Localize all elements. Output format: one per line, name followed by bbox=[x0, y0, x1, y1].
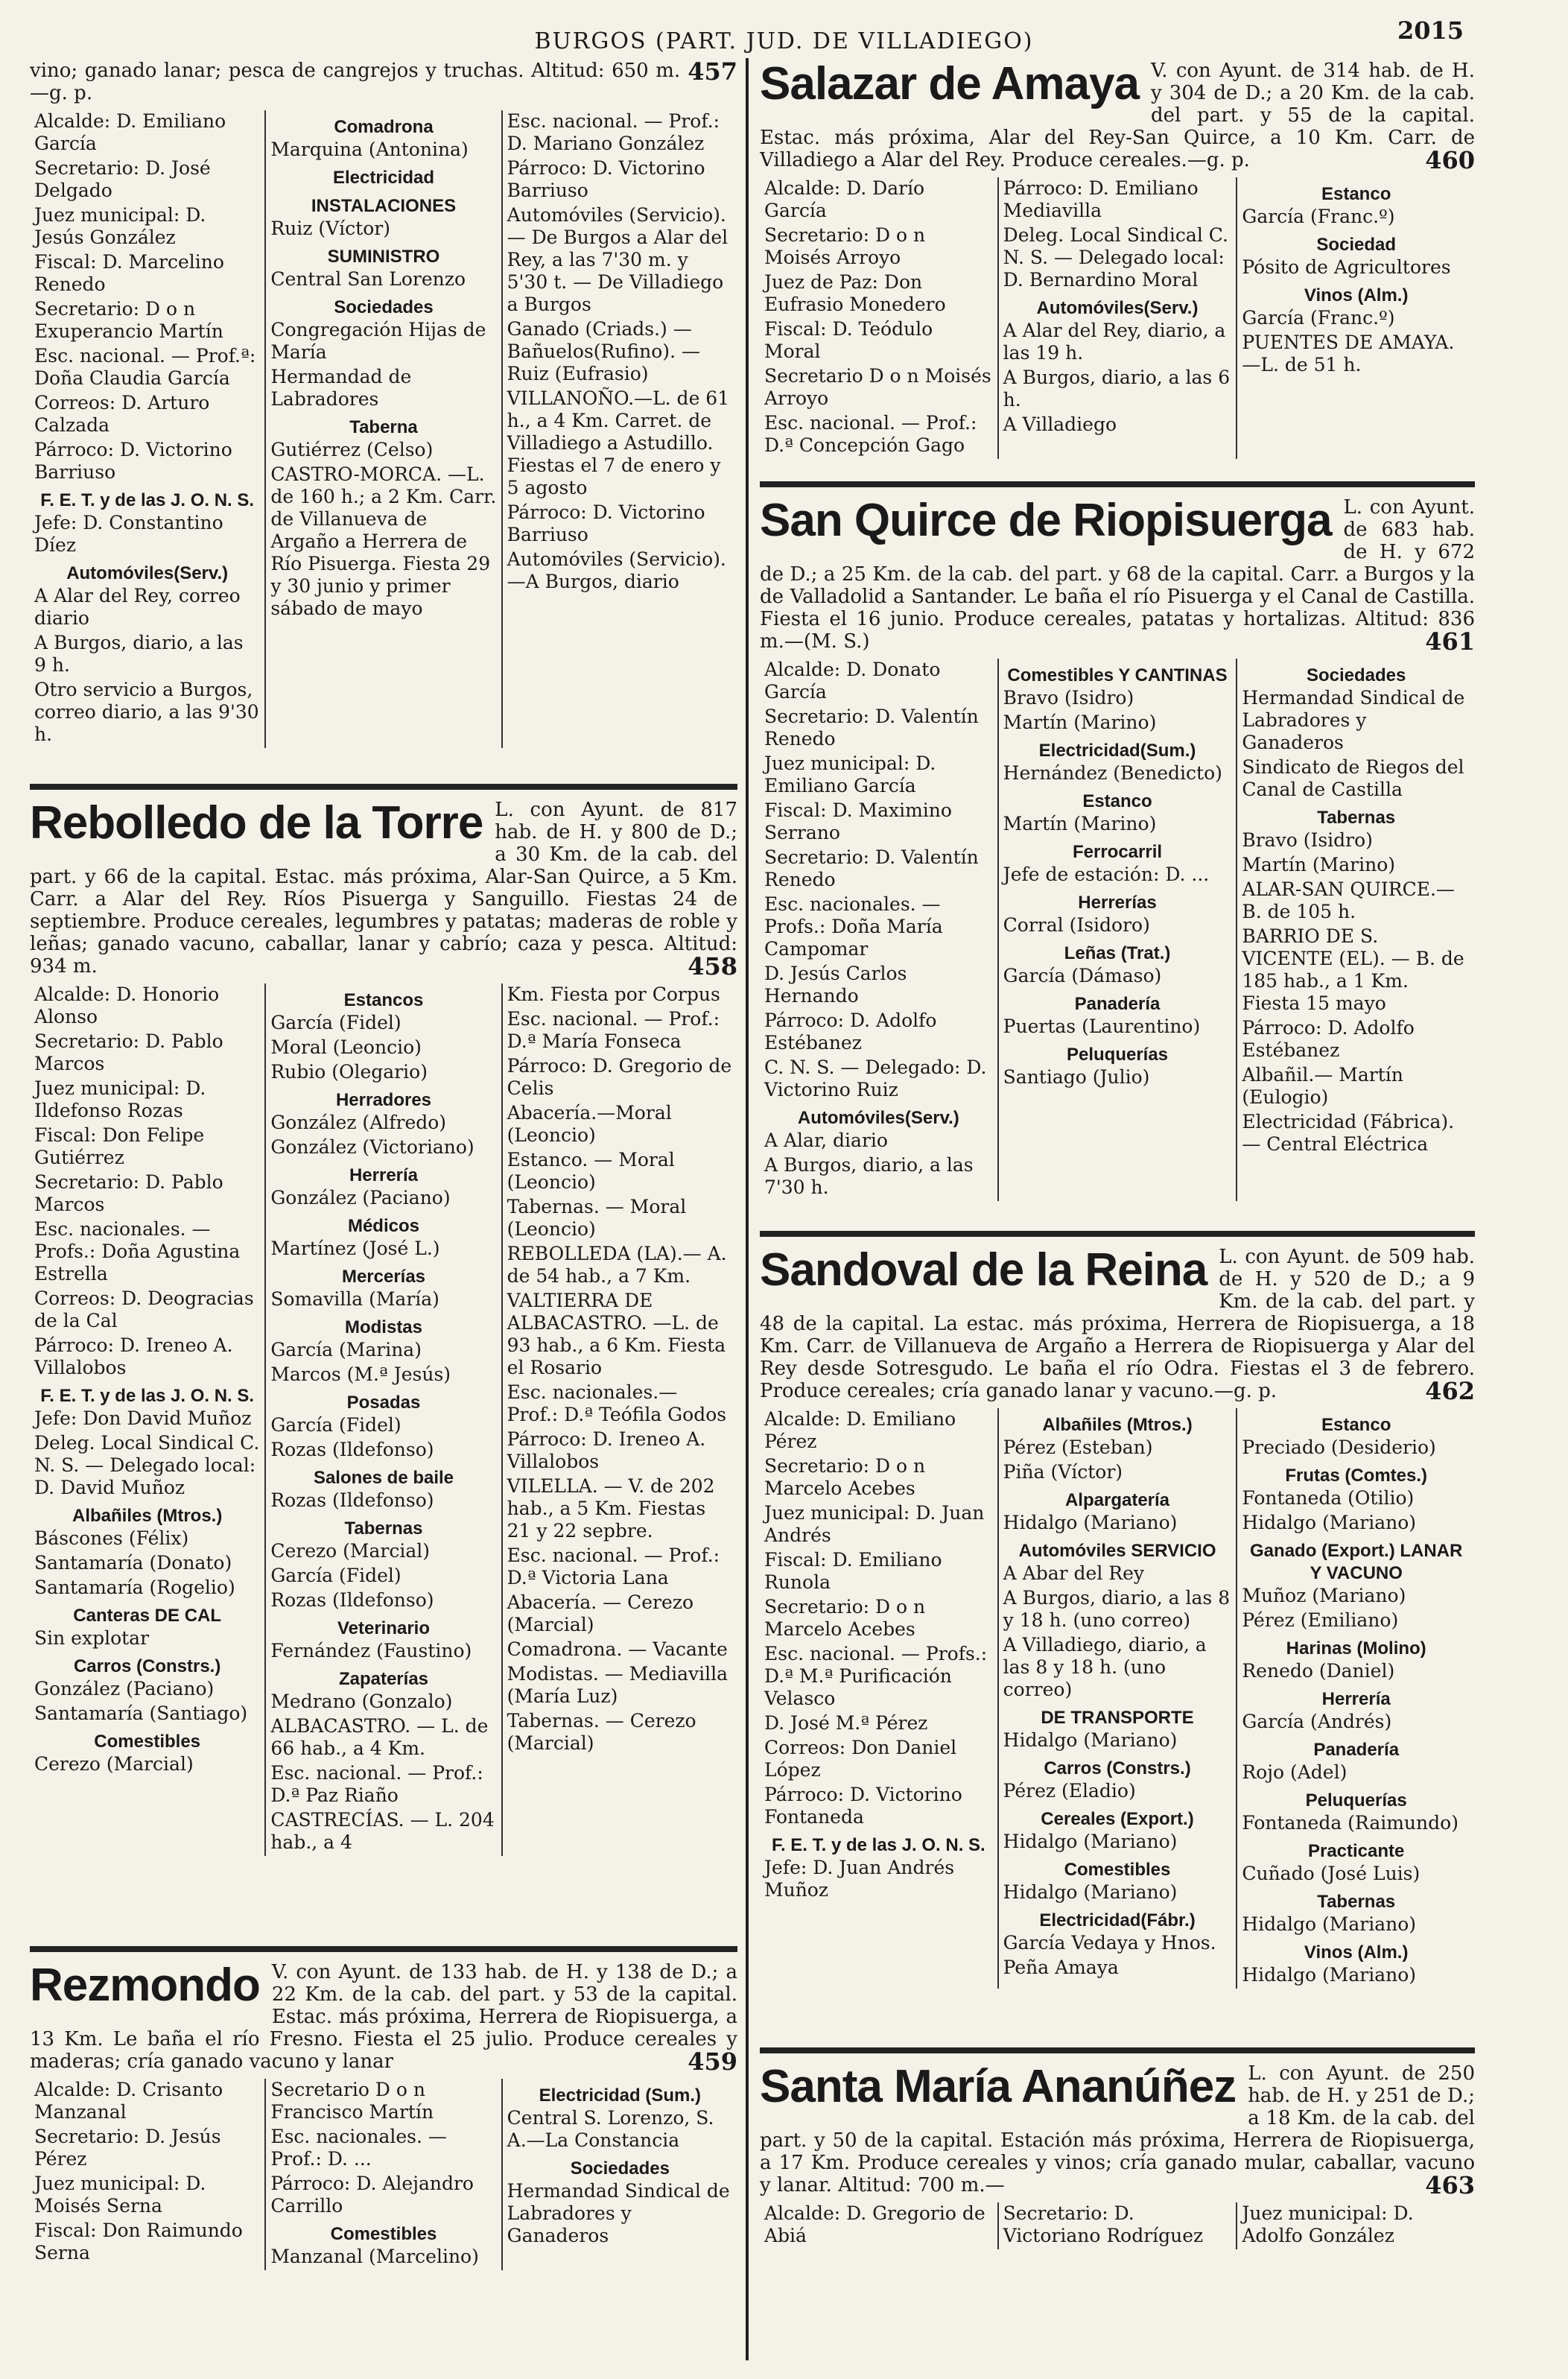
town-block-first bbox=[30, 60, 737, 775]
town-name: Sandoval de la Reina bbox=[760, 1246, 1207, 1296]
category-heading: F. E. T. y de las J. O. N. S. bbox=[40, 1386, 255, 1406]
directory-entry: García Vedaya y Hnos. bbox=[1003, 1932, 1216, 1954]
directory-entry: CASTRO-MORCA. —L. de 160 h.; a 2 Km. Carr. de Villanueva de Argaño a Herrera de Río Pisuerga. Fiesta 29 y 30 junio y primer sábado de mayo bbox=[270, 463, 497, 619]
directory-entry: Párroco: D. Adolfo Estébanez bbox=[1242, 1017, 1415, 1061]
town-name: Santa María Ananúñez bbox=[760, 2062, 1237, 2112]
category-heading: Estanco bbox=[1082, 791, 1152, 811]
directory-entry: Manzanal (Marcelino) bbox=[270, 2246, 479, 2267]
directory-entry: Albañil.— Martín (Eulogio) bbox=[1242, 1064, 1403, 1108]
town-intro: V. con Ayunt. de 133 hab. de H. y 138 de D.; a 22 Km. de la cab. del part. y 53 de la capital. Estac. más próxima, Herrera de Riopisuerga, a 13 Km. Le baña el río Fresno. Fiesta el 25 julio. Produce cereales y maderas; cría ganado vacuno y lanar 459 bbox=[30, 1961, 737, 2076]
town-block-sanquirce bbox=[760, 496, 1475, 1223]
directory-entry: Párroco: D. Ireneo A. Villalobos bbox=[507, 1428, 706, 1472]
directory-entry: Pérez (Emiliano) bbox=[1242, 1609, 1399, 1631]
directory-entry: Alcalde: D. Emiliano Pérez bbox=[764, 1408, 956, 1452]
directory-entry: Deleg. Local Sindical C. N. S. — Delegado local: D. Bernardino Moral bbox=[1003, 224, 1228, 291]
category-heading: F. E. T. y de las J. O. N. S. bbox=[40, 490, 255, 510]
town-intro: L. con Ayunt. de 250 hab. de H. y 251 de D.; a 18 Km. de la cab. del part. y 50 de la capital. Estación más próxima, Herrera de Riopisuerga, a 17 Km. Produce cereales y vinos; cría ganado mular, caballar, vacuno y lanar. Altitud: 700 m.— 463 bbox=[760, 2062, 1475, 2199]
category-heading: Herrerías bbox=[1078, 893, 1157, 913]
directory-entry: Bravo (Isidro) bbox=[1003, 687, 1134, 709]
entry-column bbox=[760, 2202, 997, 2249]
directory-entry: García (Fidel) bbox=[270, 1565, 401, 1586]
directory-entry: Pósito de Agricultores bbox=[1242, 256, 1451, 278]
directory-entry: D. Jesús Carlos Hernando bbox=[764, 963, 907, 1007]
entry-column bbox=[264, 983, 501, 1856]
directory-entry: A Burgos, diario, a las 7'30 h. bbox=[764, 1154, 974, 1198]
directory-entry: Juez municipal: D. Juan Andrés bbox=[764, 1502, 985, 1546]
town-code: 457 bbox=[688, 60, 737, 86]
directory-entry: Martín (Marino) bbox=[1003, 813, 1157, 834]
category-heading: Estancos bbox=[343, 990, 424, 1010]
town-name: San Quirce de Riopisuerga bbox=[760, 496, 1332, 546]
directory-entry: Pérez (Esteban) bbox=[1003, 1436, 1153, 1458]
category-heading: Modistas bbox=[344, 1317, 422, 1337]
directory-entry: Secretario D o n Francisco Martín bbox=[270, 2079, 434, 2123]
directory-entry: Tabernas. — Cerezo (Marcial) bbox=[507, 1710, 696, 1754]
directory-entry: Párroco: D. Victorino Barriuso bbox=[507, 501, 705, 545]
directory-entry: Secretario: D. Valentín Renedo bbox=[764, 706, 979, 750]
directory-entry: Párroco: D. Victorino Fontaneda bbox=[764, 1784, 962, 1828]
entry-column bbox=[1236, 1408, 1475, 1989]
directory-entry: D. José M.ª Pérez bbox=[764, 1712, 928, 1734]
directory-entry: Central San Lorenzo bbox=[270, 268, 466, 290]
category-heading: Carros (Constrs.) bbox=[1044, 1758, 1191, 1778]
town-block-rezmondo bbox=[30, 1961, 737, 2363]
directory-entry: Esc. nacionales. — Prof.: D. ... bbox=[270, 2126, 447, 2170]
category-heading: Harinas (Molino) bbox=[1286, 1638, 1426, 1659]
section-rule bbox=[760, 1231, 1475, 1237]
directory-entry: Secretario: D o n Marcelo Acebes bbox=[764, 1596, 926, 1640]
category-heading: Comestibles bbox=[94, 1732, 201, 1752]
category-heading: Electricidad(Fábr.) bbox=[1039, 1910, 1196, 1930]
directory-entry: BARRIO DE S. VICENTE (EL). — B. de 185 hab., a 1 Km. Fiesta 15 mayo bbox=[1242, 925, 1464, 1014]
category-heading: Zapaterías bbox=[338, 1669, 429, 1689]
directory-entry: García (Fidel) bbox=[270, 1414, 401, 1436]
directory-entry: Comadrona. — Vacante bbox=[507, 1638, 728, 1660]
directory-entry: Electricidad (Fábrica). — Central Eléctrica bbox=[1242, 1111, 1455, 1155]
entry-column bbox=[997, 177, 1237, 459]
directory-entry: Rozas (Ildefonso) bbox=[270, 1439, 434, 1460]
directory-entry: Hermandad Sindical de Labradores y Ganaderos bbox=[507, 2180, 730, 2246]
category-heading: Peluquerías bbox=[1305, 1790, 1407, 1811]
directory-entry: Alcalde: D. Emiliano García bbox=[34, 110, 226, 154]
directory-entry: ALBACASTRO. — L. de 66 hab., a 4 Km. bbox=[270, 1715, 489, 1759]
section-rule bbox=[30, 784, 737, 790]
directory-entry: Medrano (Gonzalo) bbox=[270, 1691, 453, 1712]
directory-entry: Puertas (Laurentino) bbox=[1003, 1016, 1201, 1037]
directory-entry: Fontaneda (Otilio) bbox=[1242, 1487, 1415, 1509]
section-rule bbox=[760, 481, 1475, 487]
directory-entry: Fiscal: D. Marcelino Renedo bbox=[34, 251, 224, 295]
directory-entry: Jefe: D. Juan Andrés Muñoz bbox=[764, 1857, 955, 1901]
directory-entry: García (Fidel) bbox=[270, 1012, 401, 1033]
category-heading: Veterinario bbox=[337, 1618, 431, 1638]
town-intro: L. con Ayunt. de 683 hab. de H. y 672 de D.; a 25 Km. de la cab. del part. y 68 de la capital. Carr. a Burgos y la de Valladolid a Santander. Le baña el río Pisuerga y el Canal de Castilla. Fiesta el 16 junio. Produce cereales, patatas y hortalizas. Altitud: 836 m.—(M. S.) 461 bbox=[760, 496, 1475, 656]
directory-entry: Hermandad Sindical de Labradores y Ganaderos bbox=[1242, 687, 1465, 753]
category-heading: Posadas bbox=[346, 1393, 421, 1413]
entry-column bbox=[1236, 177, 1475, 459]
directory-entry: Gutiérrez (Celso) bbox=[270, 439, 434, 460]
directory-entry: Secretario: D o n Marcelo Acebes bbox=[764, 1455, 926, 1499]
directory-entry: Esc. nacionales.— Prof.: D.ª Teófila Godos bbox=[507, 1381, 727, 1425]
directory-entry: Secretario: D o n Exuperancio Martín bbox=[34, 298, 223, 342]
directory-entry: Peña Amaya bbox=[1003, 1957, 1119, 1978]
category-heading: Frutas (Comtes.) bbox=[1285, 1466, 1428, 1486]
entry-column bbox=[30, 983, 264, 1856]
town-name: Rebolledo de la Torre bbox=[30, 799, 483, 849]
category-heading: Tabernas bbox=[344, 1518, 423, 1539]
directory-entry: Juez municipal: D. Jesús González bbox=[34, 204, 206, 248]
directory-entry: Párroco: D. Victorino Barriuso bbox=[34, 439, 232, 483]
directory-entry: Correos: D. Arturo Calzada bbox=[34, 392, 210, 436]
directory-entry: Esc. nacional. — Prof.: D.ª María Fonseca bbox=[507, 1008, 720, 1052]
directory-entry: Santamaría (Donato) bbox=[34, 1552, 232, 1574]
category-heading: Comestibles bbox=[330, 2224, 437, 2244]
town-intro: V. con Ayunt. de 314 hab. de H. y 304 de D.; a 20 Km. de la cab. del part. y 55 de la capital. Estac. más próxima, Alar del Rey-San Quirce, a 10 Km. Carr. de Villadiego a Alar del Rey. Produce cereales.—g. p. 460 bbox=[760, 60, 1475, 174]
section-rule bbox=[30, 1946, 737, 1952]
directory-entry: Moral (Leoncio) bbox=[270, 1036, 422, 1058]
directory-entry: Correos: D. Deogracias de la Cal bbox=[34, 1287, 254, 1331]
directory-entry: Ruiz (Víctor) bbox=[270, 218, 390, 239]
town-code: 458 bbox=[688, 952, 737, 981]
category-heading: Canteras DE CAL bbox=[73, 1606, 222, 1626]
directory-entry: Ganado (Criads.) —Bañuelos(Rufino). — Ruiz (Eufrasio) bbox=[507, 318, 700, 384]
category-heading: Vinos (Alm.) bbox=[1304, 285, 1409, 305]
town-block-santamaria bbox=[760, 2062, 1475, 2360]
category-heading: Tabernas bbox=[1317, 808, 1396, 828]
directory-entry: Pérez (Eladio) bbox=[1003, 1780, 1136, 1802]
directory-entry: ALAR-SAN QUIRCE.— B. de 105 h. bbox=[1242, 878, 1455, 922]
directory-entry: Secretario: D. Pablo Marcos bbox=[34, 1171, 223, 1215]
directory-entry: A Abar del Rey bbox=[1003, 1562, 1145, 1584]
directory-entry: González (Paciano) bbox=[270, 1187, 451, 1208]
directory-entry: Modistas. — Mediavilla (María Luz) bbox=[507, 1663, 729, 1707]
town-columns bbox=[30, 983, 737, 1856]
directory-entry: Bravo (Isidro) bbox=[1242, 829, 1373, 851]
category-heading: Ferrocarril bbox=[1072, 842, 1163, 862]
directory-entry: PUENTES DE AMAYA. —L. de 51 h. bbox=[1242, 332, 1455, 376]
entry-column bbox=[501, 2079, 737, 2270]
directory-entry: Esc. nacional. — Prof.: D.ª Paz Riaño bbox=[270, 1762, 483, 1806]
directory-entry: Abacería. — Cerezo (Marcial) bbox=[507, 1591, 693, 1635]
directory-entry: Renedo (Daniel) bbox=[1242, 1660, 1395, 1682]
directory-entry: Rubio (Olegario) bbox=[270, 1061, 428, 1083]
directory-entry: Hermandad de Labradores bbox=[270, 366, 412, 410]
directory-entry: Automóviles (Servicio).—A Burgos, diario bbox=[507, 548, 726, 592]
directory-entry: Esc. nacional. — Prof.: D.ª Victoria Lana bbox=[507, 1545, 720, 1588]
directory-entry: Piña (Víctor) bbox=[1003, 1461, 1123, 1483]
entry-column bbox=[997, 2202, 1237, 2249]
entry-column bbox=[760, 659, 997, 1201]
town-block-salazar bbox=[760, 60, 1475, 474]
directory-entry: Santamaría (Santiago) bbox=[34, 1702, 248, 1724]
entry-column bbox=[1236, 2202, 1475, 2249]
directory-entry: Juez municipal: D. Ildefonso Rozas bbox=[34, 1077, 206, 1121]
directory-entry: Alcalde: D. Donato García bbox=[764, 659, 941, 703]
directory-entry: Esc. nacional. — Prof.: D.ª Concepción Gago bbox=[764, 412, 977, 456]
directory-entry: Cerezo (Marcial) bbox=[270, 1540, 431, 1562]
category-heading: Herrería bbox=[1321, 1689, 1391, 1709]
directory-entry: Automóviles (Servicio). — De Burgos a Alar del Rey, a las 7'30 m. y 5'30 t. — De Villadiego a Burgos bbox=[507, 204, 729, 315]
directory-entry: Martín (Marino) bbox=[1242, 854, 1395, 875]
entry-column bbox=[264, 110, 501, 748]
directory-entry: VILLANOÑO.—L. de 61 h., a 4 Km. Carret. de Villadiego a Astudillo. Fiestas el 7 de enero y 5 agosto bbox=[507, 387, 730, 498]
directory-entry: Párroco: D. Victorino Barriuso bbox=[507, 157, 705, 201]
category-heading: Panadería bbox=[1074, 994, 1161, 1014]
category-heading: Sociedades bbox=[1306, 665, 1406, 685]
category-heading: Electricidad bbox=[332, 168, 435, 188]
directory-entry: Párroco: D. Alejandro Carrillo bbox=[270, 2173, 474, 2217]
category-heading: DE TRANSPORTE bbox=[1041, 1708, 1194, 1728]
town-name: Salazar de Amaya bbox=[760, 60, 1140, 110]
category-heading: Panadería bbox=[1313, 1740, 1400, 1760]
page-header-title: BURGOS (PART. JUD. DE VILLADIEGO) bbox=[534, 28, 1034, 54]
directory-entry: Fernández (Faustino) bbox=[270, 1640, 472, 1662]
directory-entry: A Villadiego bbox=[1003, 414, 1117, 435]
category-heading: Comestibles Y CANTINAS bbox=[1007, 665, 1228, 685]
directory-entry: Hernández (Benedicto) bbox=[1003, 762, 1222, 784]
directory-entry: Juez municipal: D. Emiliano García bbox=[764, 753, 936, 796]
directory-entry: Correos: Don Daniel López bbox=[764, 1737, 957, 1781]
town-columns bbox=[760, 177, 1475, 459]
town-code: 459 bbox=[688, 2047, 737, 2076]
directory-entry: A Alar, diario bbox=[764, 1130, 888, 1151]
category-heading: Vinos (Alm.) bbox=[1304, 1942, 1409, 1963]
directory-entry: Tabernas. — Moral (Leoncio) bbox=[507, 1196, 687, 1240]
directory-entry: Hidalgo (Mariano) bbox=[1242, 1964, 1417, 1986]
directory-entry: C. N. S. — Delegado: D. Victorino Ruiz bbox=[764, 1057, 987, 1100]
entry-column bbox=[997, 659, 1237, 1201]
category-heading: Comadrona bbox=[334, 117, 434, 137]
directory-entry: Hidalgo (Mariano) bbox=[1003, 1512, 1178, 1533]
directory-entry: Hidalgo (Mariano) bbox=[1003, 1831, 1178, 1852]
directory-entry: Fiscal: Don Felipe Gutiérrez bbox=[34, 1124, 205, 1168]
directory-entry: Martín (Marino) bbox=[1003, 712, 1157, 733]
entry-column bbox=[1236, 659, 1475, 1201]
directory-entry: Alcalde: D. Crisanto Manzanal bbox=[34, 2079, 223, 2123]
directory-entry: Marcos (M.ª Jesús) bbox=[270, 1363, 451, 1385]
category-heading: Alpargatería bbox=[1064, 1490, 1170, 1510]
page-number: 2015 bbox=[1397, 16, 1464, 45]
category-heading: Estanco bbox=[1321, 184, 1391, 204]
category-heading: Automóviles(Serv.) bbox=[66, 563, 229, 583]
directory-entry: García (Franc.º) bbox=[1242, 307, 1395, 329]
directory-entry: Secretario: D. Pablo Marcos bbox=[34, 1030, 223, 1074]
directory-entry: Alcalde: D. Darío García bbox=[764, 177, 925, 221]
directory-entry: A Alar del Rey, diario, a las 19 h. bbox=[1003, 320, 1226, 364]
category-heading: Herradores bbox=[335, 1090, 432, 1110]
category-heading: SUMINISTRO bbox=[327, 247, 440, 267]
town-block-sandoval bbox=[760, 1246, 1475, 2040]
category-heading: Automóviles(Serv.) bbox=[797, 1108, 959, 1128]
town-columns bbox=[30, 110, 737, 748]
town-intro: vino; ganado lanar; pesca de cangrejos y truchas. Altitud: 650 m.—g. p. bbox=[30, 60, 681, 104]
directory-entry: Rozas (Ildefonso) bbox=[270, 1589, 434, 1611]
directory-entry: Fiscal: D. Emiliano Runola bbox=[764, 1549, 942, 1593]
category-heading: Salones de baile bbox=[313, 1468, 454, 1488]
category-heading: Estanco bbox=[1321, 1415, 1391, 1435]
town-code: 462 bbox=[1425, 1377, 1475, 1405]
directory-entry: Marquina (Antonina) bbox=[270, 139, 469, 160]
directory-entry: Báscones (Félix) bbox=[34, 1527, 189, 1549]
directory-entry: Juez de Paz: Don Eufrasio Monedero bbox=[764, 271, 946, 315]
directory-entry: Corral (Isidoro) bbox=[1003, 914, 1150, 936]
directory-entry: Sindicato de Riegos del Canal de Castilla bbox=[1242, 756, 1464, 800]
directory-entry: Esc. nacional. — Profs.: D.ª M.ª Purificación Velasco bbox=[764, 1643, 988, 1709]
directory-entry: Alcalde: D. Honorio Alonso bbox=[34, 983, 220, 1027]
directory-entry: A Alar del Rey, correo diario bbox=[34, 585, 241, 629]
directory-entry: Santamaría (Rogelio) bbox=[34, 1577, 235, 1598]
town-columns bbox=[30, 2079, 737, 2270]
directory-entry: Hidalgo (Mariano) bbox=[1003, 1729, 1178, 1751]
directory-entry: Jefe de estación: D. ... bbox=[1003, 864, 1210, 885]
category-heading: INSTALACIONES bbox=[311, 196, 457, 216]
directory-entry: Jefe: D. Constantino Díez bbox=[34, 512, 223, 556]
directory-entry: Párroco: D. Adolfo Estébanez bbox=[764, 1010, 937, 1054]
directory-entry: Fiscal: D. Maximino Serrano bbox=[764, 799, 952, 843]
category-heading: Comestibles bbox=[1064, 1860, 1171, 1880]
directory-entry: Secretario: D. José Delgado bbox=[34, 157, 211, 201]
directory-entry: A Burgos, diario, a las 8 y 18 h. (uno correo) bbox=[1003, 1587, 1231, 1631]
directory-entry: Hidalgo (Mariano) bbox=[1242, 1913, 1417, 1935]
category-heading: F. E. T. y de las J. O. N. S. bbox=[771, 1835, 985, 1855]
town-block-rebolledo bbox=[30, 799, 737, 1939]
entry-column bbox=[760, 177, 997, 459]
town-intro: L. con Ayunt. de 509 hab. de H. y 520 de D.; a 9 Km. de la cab. del part. y 48 de la capital. La estac. más próxima, Herrera de Riopisuerga, a 18 Km. Carr. de Villanueva de Argaño a Herrera de Riopisuerga y Alar del Rey desde Sotresgudo. Le baña el río Odra. Fiestas el 3 de febrero. Produce cereales; cría ganado lanar y vacuno.—g. p. 462 bbox=[760, 1246, 1475, 1405]
category-heading: Albañiles (Mtros.) bbox=[1042, 1415, 1193, 1435]
directory-entry: A Burgos, diario, a las 6 h. bbox=[1003, 367, 1231, 411]
directory-entry: Km. Fiesta por Corpus bbox=[507, 983, 720, 1005]
directory-entry: Juez municipal: D. Adolfo González bbox=[1242, 2202, 1414, 2246]
category-heading: Herrería bbox=[349, 1165, 419, 1185]
category-heading: Sociedades bbox=[570, 2158, 670, 2179]
entry-column bbox=[997, 1408, 1237, 1989]
directory-entry: Hidalgo (Mariano) bbox=[1003, 1881, 1178, 1903]
town-columns bbox=[760, 2202, 1475, 2249]
directory-entry: Central S. Lorenzo, S. A.—La Constancia bbox=[507, 2107, 714, 2151]
directory-entry: Fontaneda (Raimundo) bbox=[1242, 1812, 1459, 1834]
town-columns bbox=[760, 659, 1475, 1201]
directory-entry: Secretario: D o n Moisés Arroyo bbox=[764, 224, 926, 268]
directory-entry: Otro servicio a Burgos, correo diario, a las 9'30 h. bbox=[34, 679, 259, 745]
category-heading: Automóviles(Serv.) bbox=[1036, 298, 1199, 318]
directory-entry: VALTIERRA DE ALBACASTRO. —L. de 93 hab., a 6 Km. Fiesta el Rosario bbox=[507, 1290, 726, 1378]
directory-entry: Esc. nacionales. — Profs.: Doña María Campomar bbox=[764, 893, 943, 960]
directory-entry: Hidalgo (Mariano) bbox=[1242, 1512, 1417, 1533]
directory-entry: Jefe: Don David Muñoz bbox=[34, 1407, 252, 1429]
directory-entry: Estanco. — Moral (Leoncio) bbox=[507, 1149, 675, 1193]
directory-entry: González (Paciano) bbox=[34, 1678, 215, 1699]
directory-entry: Somavilla (María) bbox=[270, 1288, 439, 1310]
directory-entry: Santiago (Julio) bbox=[1003, 1066, 1150, 1088]
directory-entry: Cerezo (Marcial) bbox=[34, 1753, 194, 1775]
entry-column bbox=[264, 2079, 501, 2270]
directory-entry: Abacería.—Moral (Leoncio) bbox=[507, 1102, 672, 1146]
town-intro: L. con Ayunt. de 817 hab. de H. y 800 de D.; a 30 Km. de la cab. del part. y 66 de la capital. Estac. más próxima, Alar-San Quirce, a 5 Km. Carr. a Alar del Rey. Ríos Pisuerga y Sanguillo. Fiestas 24 de septiembre. Produce cereales, legumbres y patatas; maderas de roble y leñas; ganado vacuno, caballar, lanar y cabrío; caza y pesca. Altitud: 934 m. 458 bbox=[30, 799, 737, 981]
category-heading: Sociedades bbox=[334, 297, 434, 317]
town-code: 460 bbox=[1425, 146, 1475, 174]
directory-entry: Secretario: D. Jesús Pérez bbox=[34, 2126, 221, 2170]
directory-entry: Secretario: D. Valentín Renedo bbox=[764, 846, 979, 890]
category-heading: Sociedad bbox=[1316, 235, 1397, 255]
directory-entry: Martínez (José L.) bbox=[270, 1238, 440, 1259]
entry-column bbox=[501, 110, 737, 748]
center-column-rule bbox=[746, 58, 749, 2360]
directory-entry: REBOLLEDA (LA).— A. de 54 hab., a 7 Km. bbox=[507, 1243, 727, 1287]
directory-entry: Secretario D o n Moisés Arroyo bbox=[764, 365, 991, 409]
directory-entry: Sin explotar bbox=[34, 1627, 150, 1649]
directory-entry: Esc. nacionales. — Profs.: Doña Agustina Estrella bbox=[34, 1218, 241, 1284]
category-heading: Taberna bbox=[349, 417, 418, 437]
entry-column bbox=[30, 110, 264, 748]
category-heading: Tabernas bbox=[1317, 1892, 1396, 1912]
category-heading: Practicante bbox=[1307, 1841, 1405, 1861]
directory-entry: Fiscal: Don Raimundo Serna bbox=[34, 2220, 243, 2264]
directory-entry: Juez municipal: D. Moisés Serna bbox=[34, 2173, 206, 2217]
entry-column bbox=[760, 1408, 997, 1989]
category-heading: Carros (Constrs.) bbox=[73, 1656, 221, 1676]
entry-column bbox=[30, 2079, 264, 2270]
directory-entry: Rojo (Adel) bbox=[1242, 1761, 1348, 1783]
category-heading: Leñas (Trat.) bbox=[1064, 943, 1171, 963]
directory-entry: Rozas (Ildefonso) bbox=[270, 1489, 434, 1511]
category-heading: Mercerías bbox=[341, 1267, 426, 1287]
directory-entry: VILELLA. — V. de 202 hab., a 5 Km. Fiestas 21 y 22 sepbre. bbox=[507, 1475, 715, 1542]
directory-entry: Esc. nacional. — Prof.: D. Mariano González bbox=[507, 110, 720, 154]
directory-entry: Párroco: D. Gregorio de Celis bbox=[507, 1055, 732, 1099]
category-heading: Electricidad (Sum.) bbox=[539, 2085, 702, 2106]
category-heading: Automóviles SERVICIO bbox=[1018, 1541, 1216, 1561]
directory-entry: Alcalde: D. Gregorio de Abiá bbox=[764, 2202, 985, 2246]
town-code: 463 bbox=[1425, 2171, 1475, 2199]
town-name: Rezmondo bbox=[30, 1961, 260, 2011]
directory-entry: Párroco: D. Emiliano Mediavilla bbox=[1003, 177, 1199, 221]
directory-entry: CASTRECÍAS. — L. 204 hab., a 4 bbox=[270, 1809, 495, 1853]
category-heading: Electricidad(Sum.) bbox=[1038, 741, 1196, 761]
category-heading: Peluquerías bbox=[1066, 1045, 1169, 1065]
directory-entry: Preciado (Desiderio) bbox=[1242, 1436, 1436, 1458]
directory-entry: A Villadiego, diario, a las 8 y 18 h. (uno correo) bbox=[1003, 1634, 1207, 1700]
directory-entry: Párroco: D. Ireneo A. Villalobos bbox=[34, 1334, 233, 1378]
directory-entry: García (Franc.º) bbox=[1242, 206, 1395, 227]
directory-entry: Cuñado (José Luis) bbox=[1242, 1863, 1421, 1884]
directory-entry: Fiscal: D. Teódulo Moral bbox=[764, 318, 933, 362]
directory-entry: Muñoz (Mariano) bbox=[1242, 1585, 1406, 1606]
town-columns bbox=[760, 1408, 1475, 1989]
directory-entry: Secretario: D. Victoriano Rodríguez bbox=[1003, 2202, 1204, 2246]
category-heading: Albañiles (Mtros.) bbox=[72, 1506, 223, 1526]
category-heading: Cereales (Export.) bbox=[1041, 1809, 1194, 1829]
directory-entry: A Burgos, diario, a las 9 h. bbox=[34, 632, 244, 676]
category-heading: Médicos bbox=[347, 1216, 419, 1236]
town-code: 461 bbox=[1425, 627, 1475, 656]
directory-entry: García (Dámaso) bbox=[1003, 965, 1162, 986]
category-heading: Ganado (Export.) LANAR Y VACUNO bbox=[1250, 1541, 1463, 1583]
directory-entry: García (Marina) bbox=[270, 1339, 422, 1360]
section-rule bbox=[760, 2047, 1475, 2053]
directory-entry: Esc. nacional. — Prof.ª: Doña Claudia García bbox=[34, 345, 256, 389]
directory-entry: González (Victoriano) bbox=[270, 1136, 474, 1158]
directory-entry: González (Alfredo) bbox=[270, 1112, 447, 1133]
directory-entry: Deleg. Local Sindical C. N. S. — Delegado local: D. David Muñoz bbox=[34, 1432, 260, 1498]
entry-column bbox=[501, 983, 737, 1856]
directory-entry: García (Andrés) bbox=[1242, 1711, 1392, 1732]
directory-entry: Congregación Hijas de María bbox=[270, 319, 486, 363]
